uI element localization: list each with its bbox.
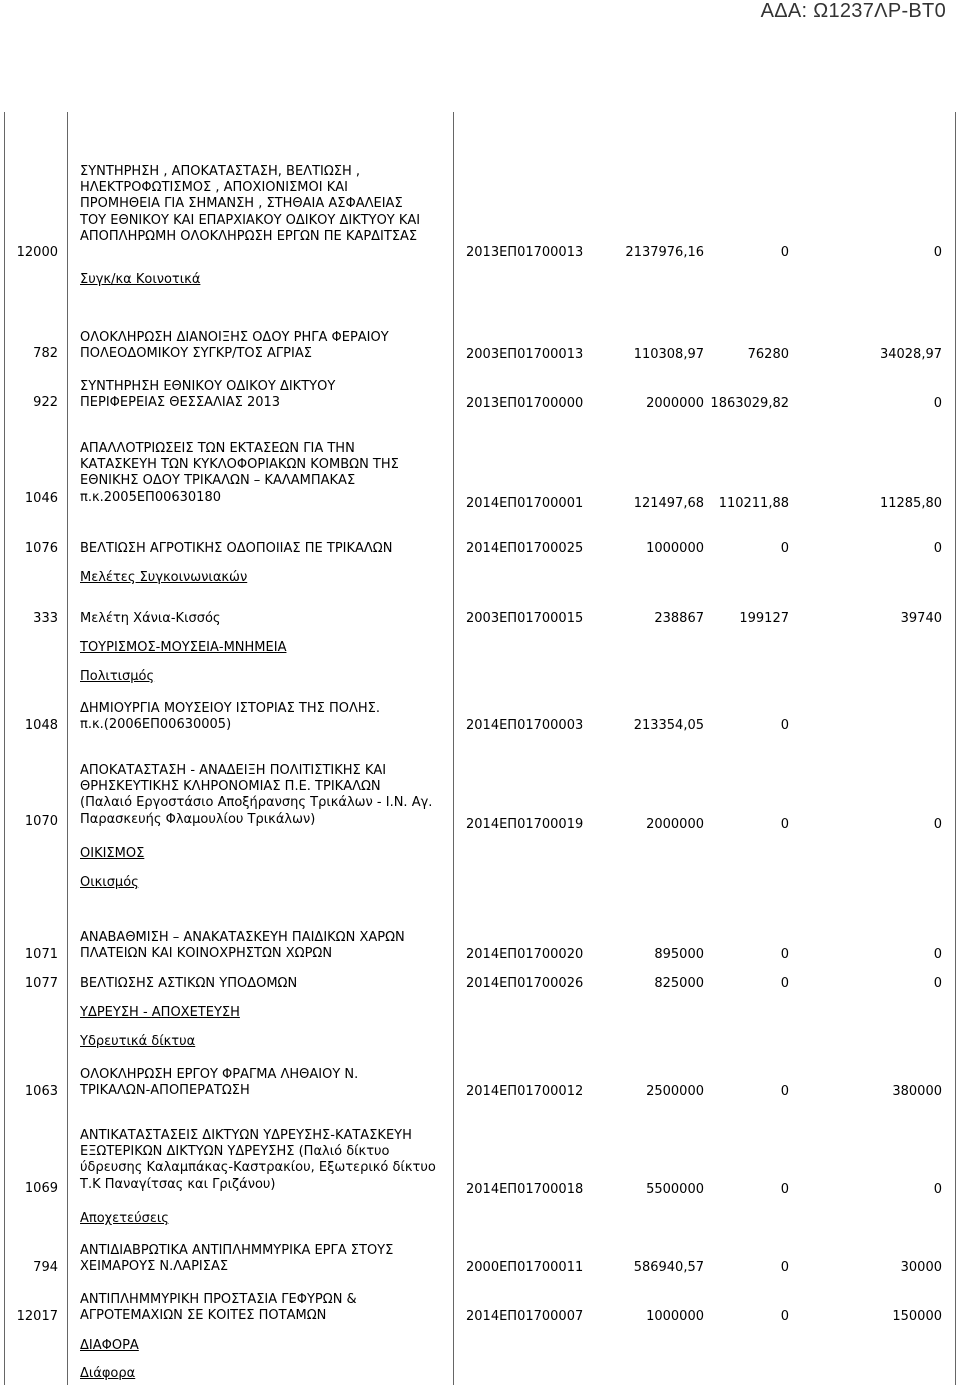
row-value-3: 39740 [900,611,942,626]
row-code: 2014ΕΠ01700001 [466,496,584,511]
row-value-3: 30000 [900,1260,942,1275]
row-code: 2014ΕΠ01700007 [466,1309,584,1324]
row-code: 2014ΕΠ01700018 [466,1182,584,1197]
row-value-1: 2000000 [646,396,704,411]
row-value-3: 0 [933,1182,942,1197]
category-label: Πολιτισμός [80,669,155,684]
ada-header: ΑΔΑ: Ω1237ΛΡ-ΒΤ0 [760,0,946,22]
row-value-2: 0 [780,1182,789,1197]
row-code: 2014ΕΠ01700020 [466,947,584,962]
row-description: ΟΛΟΚΛΗΡΩΣΗ ΔΙΑΝΟΙΞΗΣ ΟΔΟΥ ΡΗΓΑ ΦΕΡΑΙΟΥ ΠΟΛΕΟΔΟΜΙΚΟΥ ΣΥΓΚΡ/ΤΟΣ ΑΓΡΙΑΣ [80,330,389,362]
row-value-2: 110211,88 [718,496,789,511]
row-description: ΑΝΤΙΔΙΑΒΡΩΤΙΚΑ ΑΝΤΙΠΛΗΜΜΥΡΙΚΑ ΕΡΓΑ ΣΤΟΥΣ ΧΕΙΜΑΡΟΥΣ Ν.ΛΑΡΙΣΑΣ [80,1243,394,1275]
row-value-2: 0 [780,976,789,991]
row-number: 1077 [24,976,58,991]
row-value-3: 0 [933,817,942,832]
row-value-1: 2000000 [646,817,704,832]
row-description: ΑΝΤΙΚΑΤΑΣΤΑΣΕΙΣ ΔΙΚΤΥΩΝ ΥΔΡΕΥΣΗΣ-ΚΑΤΑΣΚΕΥΗ ΕΞΩΤΕΡΙΚΩΝ ΔΙΚΤΥΩΝ ΥΔΡΕΥΣΗΣ (Παλιό δίκτυο ύδρευσης Καλαμπάκας-Καστρακίου, Εξωτερικό δίκτυο Τ.Κ Παναγίτσας και Γριζάνου) [80,1128,436,1192]
row-description: ΟΛΟΚΛΗΡΩΣΗ ΕΡΓΟΥ ΦΡΑΓΜΑ ΛΗΘΑΙΟΥ Ν. ΤΡΙΚΑΛΩΝ-ΑΠΟΠΕΡΑΤΩΣΗ [80,1067,359,1099]
row-value-2: 0 [780,817,789,832]
row-value-3: 0 [933,245,942,260]
category-label: ΤΟΥΡΙΣΜΟΣ-ΜΟΥΣΕΙΑ-ΜΝΗΜΕΙΑ [80,640,287,655]
category-label: Συγκ/κα Κοινοτικά [80,272,201,287]
row-number: 1046 [24,491,58,506]
row-value-1: 2137976,16 [625,245,704,260]
row-value-2: 0 [780,718,789,733]
row-description: Μελέτη Χάνια-Κισσός [80,611,221,626]
row-description: ΒΕΛΤΙΩΣΗ ΑΓΡΟΤΙΚΗΣ ΟΔΟΠΟΙΙΑΣ ΠΕ ΤΡΙΚΑΛΩΝ [80,541,393,556]
row-value-3: 0 [933,976,942,991]
row-value-3: 380000 [892,1084,942,1099]
category-label: Διάφορα [80,1366,136,1381]
row-number: 1069 [24,1181,58,1196]
row-value-3: 0 [933,947,942,962]
row-number: 1063 [24,1084,58,1099]
row-value-1: 825000 [654,976,704,991]
row-value-2: 199127 [739,611,789,626]
row-code: 2013ΕΠ01700000 [466,396,584,411]
row-value-1: 213354,05 [633,718,704,733]
row-description: ΑΝΑΒΑΘΜΙΣΗ – ΑΝΑΚΑΤΑΣΚΕΥΗ ΠΑΙΔΙΚΩΝ ΧΑΡΩΝ ΠΛΑΤΕΙΩΝ ΚΑΙ ΚΟΙΝΟΧΡΗΣΤΩΝ ΧΩΡΩΝ [80,930,405,962]
row-description: ΑΠΟΚΑΤΑΣΤΑΣΗ - ΑΝΑΔΕΙΞΗ ΠΟΛΙΤΙΣΤΙΚΗΣ ΚΑΙ ΘΡΗΣΚΕΥΤΙΚΗΣ ΚΛΗΡΟΝΟΜΙΑΣ Π.Ε. ΤΡΙΚΑΛΩΝ (Παλαιό Εργοστάσιο Αποξήρανσης Τρικάλων - Ι.Ν. Αγ. Παρασκευής Φλαμουλίου Τρικάλων) [80,763,433,827]
row-code: 2013ΕΠ01700013 [466,245,584,260]
column-divider [67,112,68,1385]
row-number: 12017 [16,1309,58,1324]
row-number: 1076 [24,541,58,556]
row-code: 2014ΕΠ01700019 [466,817,584,832]
row-value-1: 2500000 [646,1084,704,1099]
row-value-3: 0 [933,396,942,411]
row-value-3: 11285,80 [879,496,942,511]
row-description: ΑΠΑΛΛΟΤΡΙΩΣΕΙΣ ΤΩΝ ΕΚΤΑΣΕΩΝ ΓΙΑ ΤΗΝ ΚΑΤΑΣΚΕΥΗ ΤΩΝ ΚΥΚΛΟΦΟΡΙΑΚΩΝ ΚΟΜΒΩΝ ΤΗΣ ΕΘΝΙΚΗΣ ΟΔΟΥ ΤΡΙΚΑΛΩΝ – ΚΑΛΑΜΠΑΚΑΣ π.κ.2005ΕΠ00630180 [80,441,399,505]
row-number: 782 [33,346,58,361]
row-value-1: 110308,97 [633,347,704,362]
table-border-right [955,112,956,1385]
row-description: ΣΥΝΤΗΡΗΣΗ , ΑΠΟΚΑΤΑΣΤΑΣΗ, ΒΕΛΤΙΩΣΗ , ΗΛΕΚΤΡΟΦΩΤΙΣΜΟΣ , ΑΠΟΧΙΟΝΙΣΜΟΙ ΚΑΙ ΠΡΟΜΗΘΕΙΑ ΓΙΑ ΣΗΜΑΝΣΗ , ΣΤΗΘΑΙΑ ΑΣΦΑΛΕΙΑΣ ΤΟΥ ΕΘΝΙΚΟΥ ΚΑΙ ΕΠΑΡΧΙΑΚΟΥ ΟΔΙΚΟΥ ΔΙΚΤΥΟΥ ΚΑΙ ΑΠΟΠΛΗΡΩΜΗ ΟΛΟΚΛΗΡΩΣΗ ΕΡΓΩΝ ΠΕ ΚΑΡΔΙΤΣΑΣ [80,164,421,244]
row-value-1: 586940,57 [633,1260,704,1275]
row-number: 922 [33,395,58,410]
category-label: Αποχετεύσεις [80,1211,169,1226]
row-value-2: 76280 [747,347,789,362]
category-label: Μελέτες Συγκοινωνιακών [80,570,248,585]
row-value-2: 1863029,82 [710,396,789,411]
row-value-3: 0 [933,541,942,556]
category-label: ΔΙΑΦΟΡΑ [80,1338,139,1353]
row-code: 2003ΕΠ01700015 [466,611,584,626]
row-value-2: 0 [780,245,789,260]
row-number: 1071 [24,947,58,962]
row-description: ΣΥΝΤΗΡΗΣΗ ΕΘΝΙΚΟΥ ΟΔΙΚΟΥ ΔΙΚΤΥΟΥ ΠΕΡΙΦΕΡΕΙΑΣ ΘΕΣΣΑΛΙΑΣ 2013 [80,379,336,411]
row-value-2: 0 [780,1309,789,1324]
row-value-3: 150000 [892,1309,942,1324]
category-label: Υδρευτικά δίκτυα [80,1034,196,1049]
row-value-1: 895000 [654,947,704,962]
row-description: ΑΝΤΙΠΛΗΜΜΥΡΙΚΗ ΠΡΟΣΤΑΣΙΑ ΓΕΦΥΡΩΝ & ΑΓΡΟΤΕΜΑΧΙΩΝ ΣΕ ΚΟΙΤΕΣ ΠΟΤΑΜΩΝ [80,1292,357,1324]
category-label: ΥΔΡΕΥΣΗ - ΑΠΟΧΕΤΕΥΣΗ [80,1005,240,1020]
row-value-2: 0 [780,1260,789,1275]
row-code: 2003ΕΠ01700013 [466,347,584,362]
row-value-1: 1000000 [646,541,704,556]
row-value-3: 34028,97 [879,347,942,362]
row-number: 1070 [24,814,58,829]
row-value-1: 121497,68 [633,496,704,511]
row-value-1: 238867 [654,611,704,626]
row-number: 794 [33,1260,58,1275]
row-value-2: 0 [780,541,789,556]
row-code: 2014ΕΠ01700026 [466,976,584,991]
column-divider [453,112,454,1385]
row-code: 2014ΕΠ01700025 [466,541,584,556]
row-description: ΔΗΜΙΟΥΡΓΙΑ ΜΟΥΣΕΙΟΥ ΙΣΤΟΡΙΑΣ ΤΗΣ ΠΟΛΗΣ. π.κ.(2006ΕΠ00630005) [80,701,381,733]
row-value-2: 0 [780,1084,789,1099]
row-value-2: 0 [780,947,789,962]
row-description: ΒΕΛΤΙΩΣΗΣ ΑΣΤΙΚΩΝ ΥΠΟΔΟΜΩΝ [80,976,298,991]
row-number: 1048 [24,718,58,733]
row-value-1: 1000000 [646,1309,704,1324]
row-code: 2014ΕΠ01700003 [466,718,584,733]
category-label: ΟΙΚΙΣΜΟΣ [80,846,145,861]
row-code: 2000ΕΠ01700011 [466,1260,584,1275]
category-label: Οικισμός [80,875,139,890]
row-number: 333 [33,611,58,626]
row-value-1: 5500000 [646,1182,704,1197]
row-number: 12000 [16,245,58,260]
row-code: 2014ΕΠ01700012 [466,1084,584,1099]
